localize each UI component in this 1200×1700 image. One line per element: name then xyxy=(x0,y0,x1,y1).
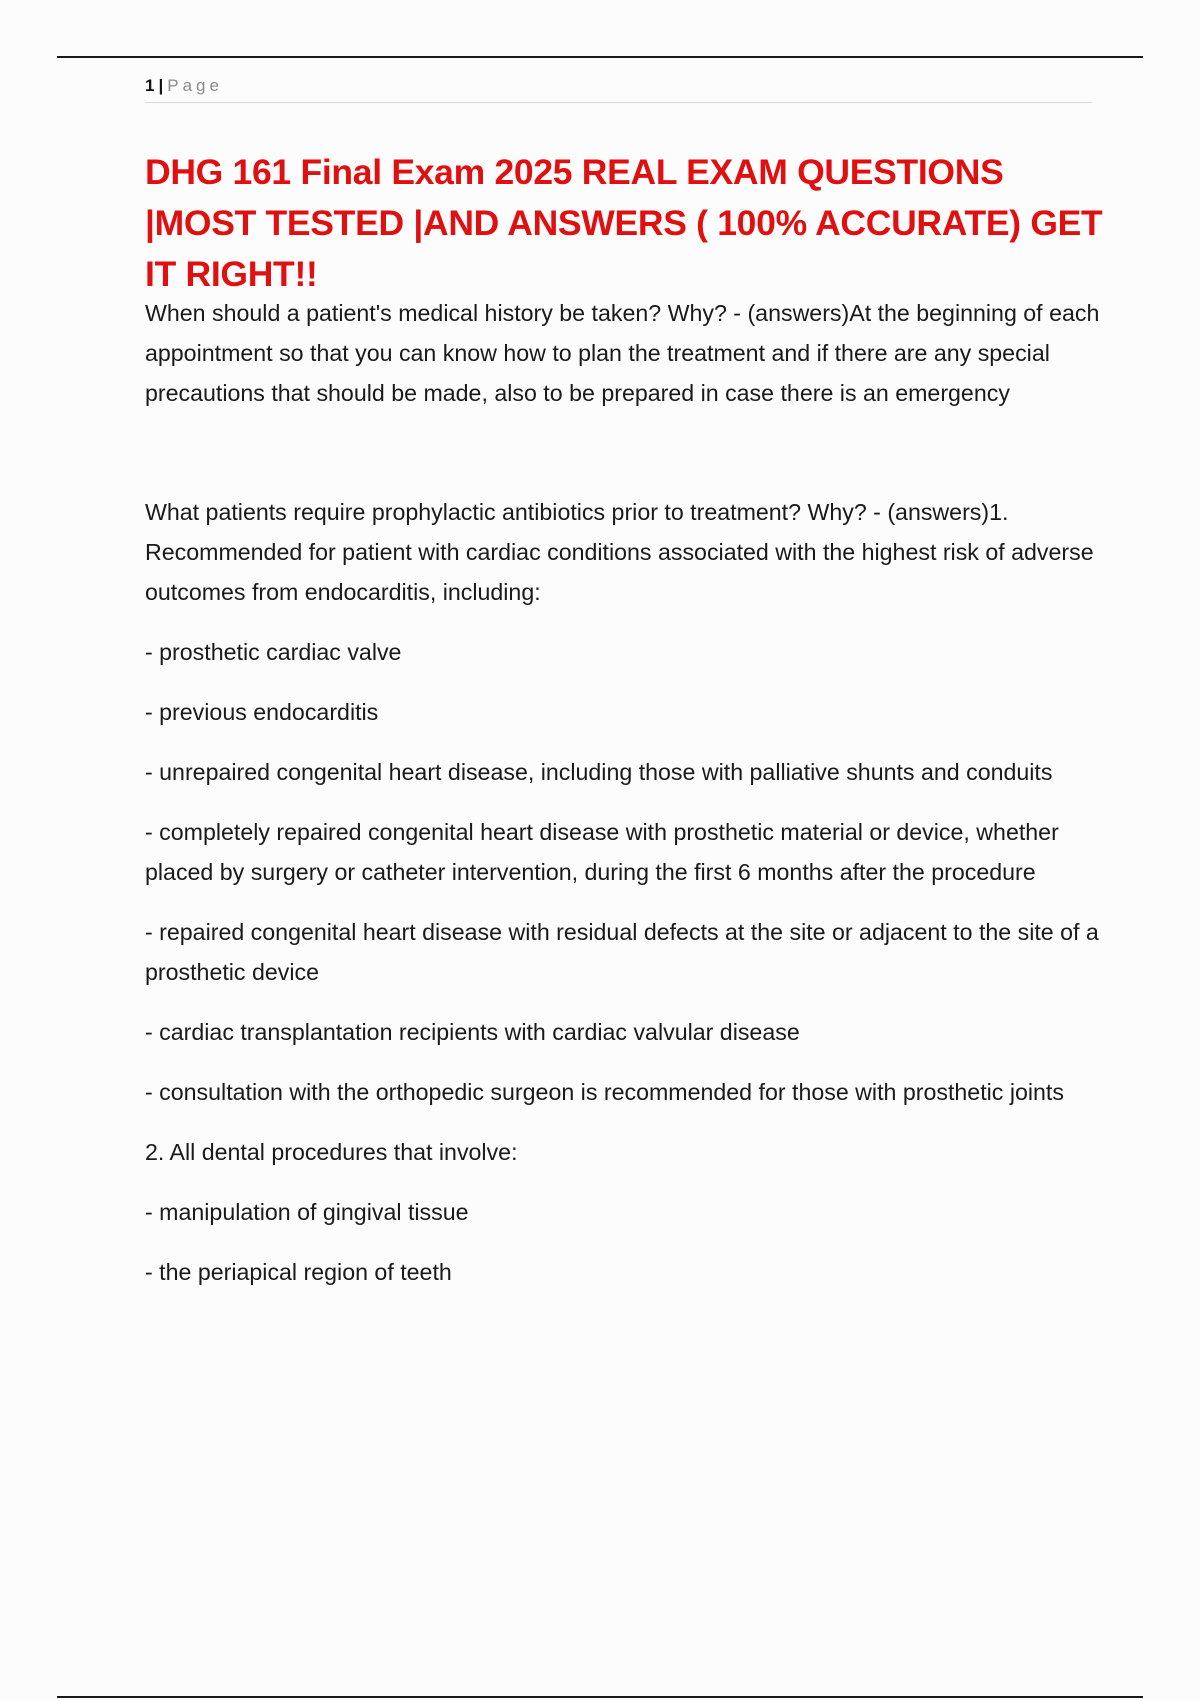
list-item: - consultation with the orthopedic surgeon is recommended for those with prosthetic joints xyxy=(145,1079,1064,1105)
list-item: - previous endocarditis xyxy=(145,699,379,725)
page-separator: | xyxy=(158,76,164,95)
top-rule xyxy=(57,56,1143,58)
list-item: - manipulation of gingival tissue xyxy=(145,1199,469,1225)
list-item: - prosthetic cardiac valve xyxy=(145,639,402,665)
list-heading: 2. All dental procedures that involve: xyxy=(145,1139,518,1165)
question-2: What patients require prophylactic antibiotics prior to treatment? Why? - (answers)1. Recommended for patient with cardiac conditions associated with the highest risk of adverse outcomes from endocarditis, including: xyxy=(145,499,1094,605)
list-item: - cardiac transplantation recipients with cardiac valvular disease xyxy=(145,1019,800,1045)
page-label: Page xyxy=(167,76,223,95)
list-item: - unrepaired congenital heart disease, including those with palliative shunts and conduits xyxy=(145,759,1053,785)
list-item: - completely repaired congenital heart disease with prosthetic material or device, whether placed by surgery or catheter intervention, during the first 6 months after the procedure xyxy=(145,819,1059,885)
document-body xyxy=(145,293,1105,1312)
question-1: When should a patient's medical history be taken? Why? - (answers)At the beginning of each appointment so that you can know how to plan the treatment and if there are any special precautions that should be made, also to be prepared in case there is an emergency xyxy=(145,300,1100,406)
list-item: - the periapical region of teeth xyxy=(145,1259,452,1285)
page-number: 1 xyxy=(145,76,155,95)
bottom-rule xyxy=(57,1696,1143,1698)
list-item: - repaired congenital heart disease with residual defects at the site or adjacent to the site of a prosthetic device xyxy=(145,919,1099,985)
page-header xyxy=(145,74,1092,103)
document-title: DHG 161 Final Exam 2025 REAL EXAM QUESTIONS |MOST TESTED |AND ANSWERS ( 100% ACCURATE) GET IT RIGHT!! xyxy=(145,152,1103,294)
